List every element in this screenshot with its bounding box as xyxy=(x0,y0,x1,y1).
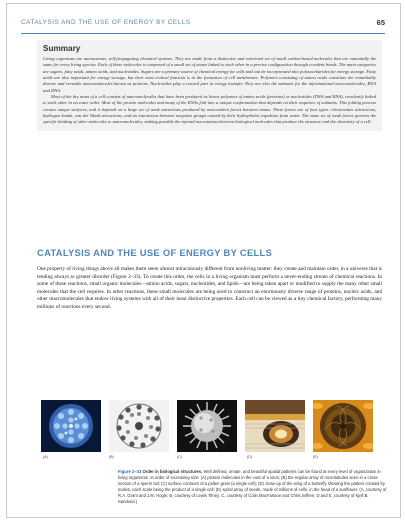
figure-panel-label-a: (A) xyxy=(43,455,48,459)
page-number: 65 xyxy=(376,18,385,27)
pollen-grain-image xyxy=(177,400,237,452)
figure-caption-label: Figure 2–33 xyxy=(118,469,142,474)
figure-caption-text: Well defined, ornate, and beautiful spatial patterns can be found at every level of organization in living organisms. In order of increasing size: (A) protein molecules in the coat of a virus; (B) the regular array of microtubules seen in a cross section of a sperm tail; (C) surface contours of a pollen grain (a single cell); (D) close-up of the wing of a butterfly showing the pattern created by scales, each scale being the product of a single cell; (E) spiral array of seeds, made of millions of cells, in the head of a sunflower. (A, courtesy of R.A. Grant and J.M. Hogle; B, courtesy of Lewis Tilney; C, courtesy of Colin MacFarlane and Chris Jeffree; D and E, courtesy of Kjell B. Sandved.) xyxy=(118,469,387,504)
figure-caption-title: Order in biological structures. xyxy=(142,469,203,474)
sunflower-head-image xyxy=(313,400,373,452)
microtubule-array-image xyxy=(109,400,169,452)
figure-panel-label-e: (E) xyxy=(313,455,318,459)
figure-panel-label-d: (D) xyxy=(247,455,252,459)
figure-panel-label-c: (C) xyxy=(177,455,182,459)
book-page xyxy=(6,3,401,518)
butterfly-wing-image xyxy=(245,400,305,452)
section-heading: CATALYSIS AND THE USE OF ENERGY BY CELLS xyxy=(37,247,273,258)
running-header xyxy=(21,19,385,34)
figure-panel-label-b: (B) xyxy=(109,455,114,459)
figure-2-33 xyxy=(41,400,375,462)
summary-paragraph-2: Most of the dry mass of a cell consists of macromolecules that have been produced as linear polymers of amino acids (proteins) or nucleotides (DNA and RNA), covalently linked to each other in an exact order. Most of the protein molecules and many of the RNAs fold into a unique conformation that depends on their sequence of subunits. This folding process creates unique surfaces, and it depends on a large set of weak attractions produced by noncovalent forces between atoms. These forces are of four types: electrostatic attractions, hydrogen bonds, van der Waals attractions, and an interaction between nonpolar groups caused by their hydrophobic expulsion from water. The same set of weak forces governs the specific binding of other molecules to macromolecules, making possible the myriad associations between biological molecules that produce the structure and the chemistry of a cell. xyxy=(43,94,376,125)
section-body-paragraph: One property of living things above all makes them seem almost miraculously different from nonliving matter: they create and maintain order, in a universe that is tending always to greater disorder (Figure 2–33). To create this order, the cells in a living organism must perform a never-ending stream of chemical reactions. In some of these reactions, small organic molecules—amino acids, sugars, nucleotides, and lipids—are being taken apart or modified to supply the many other small molecules that the cell requires. In other reactions, these small molecules are being used to construct an enormously diverse range of proteins, nucleic acids, and other macromolecules that endow living systems with all of their most distinctive properties. Each cell can be viewed as a tiny chemical factory, performing many millions of reactions every second. xyxy=(37,266,382,310)
summary-heading: Summary xyxy=(43,44,81,53)
running-title: CATALYSIS AND THE USE OF ENERGY BY CELLS xyxy=(21,19,191,26)
summary-box xyxy=(37,40,382,131)
figure-caption xyxy=(118,469,388,504)
summary-paragraph-1: Living organisms are autonomous, self-propagating chemical systems. They are made from a distinctive and restricted set of small carbon-based molecules that are essentially the same for every living species. Each of these molecules is composed of a small set of atoms linked to each other in a precise configuration through covalent bonds. The main categories are sugars, fatty acids, amino acids, and nucleotides. Sugars are a primary source of chemical energy for cells and can be incorporated into polysaccharides for energy storage. Fatty acids are also important for energy storage, but their most critical function is in the formation of cell membranes. Polymers consisting of amino acids constitute the remarkably diverse and versatile macromolecules known as proteins. Nucleotides play a central part in energy transfer. They are also the subunits for the informational macromolecules, RNA and DNA. xyxy=(43,56,376,93)
virus-coat-image xyxy=(41,400,101,452)
